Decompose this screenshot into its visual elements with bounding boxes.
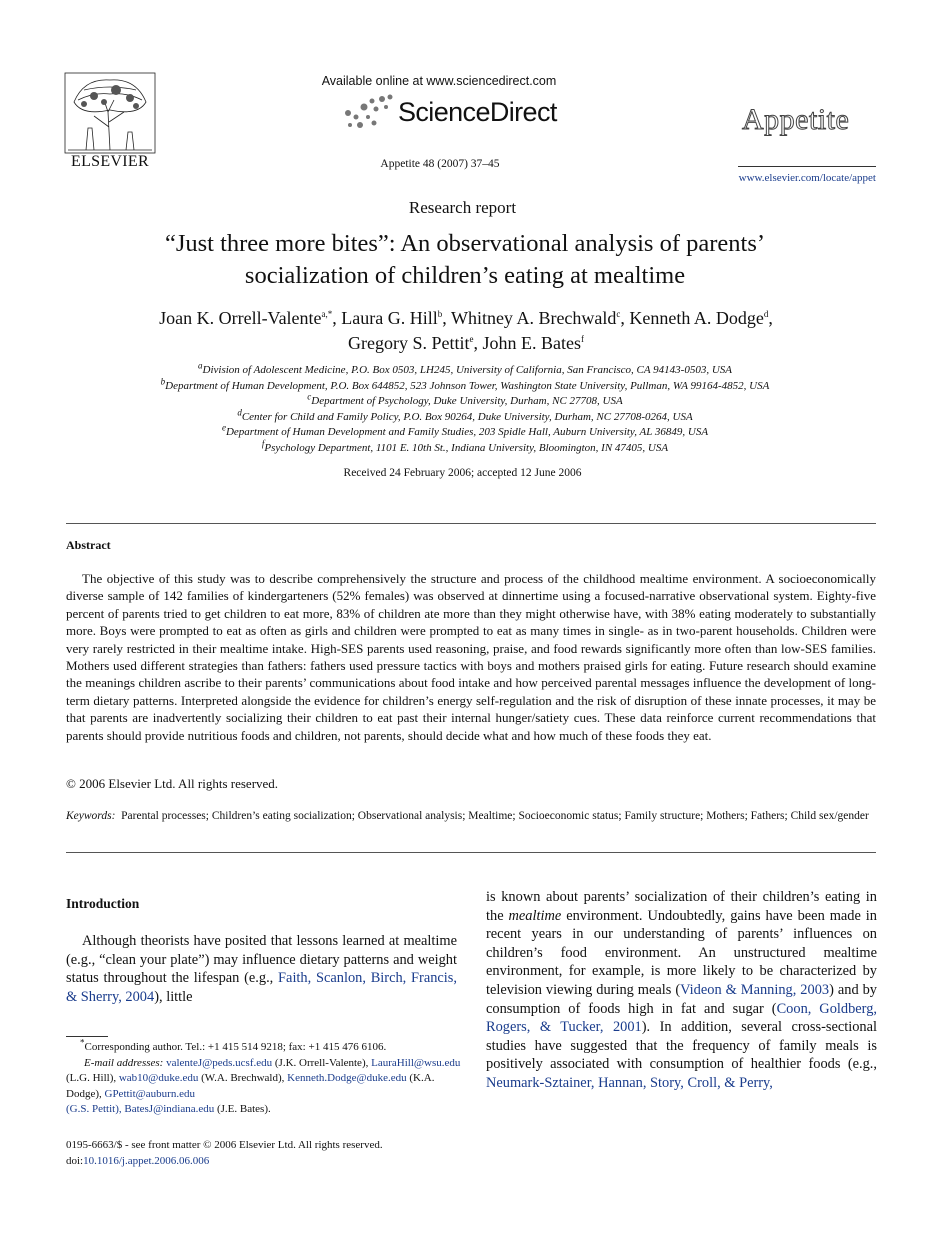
author-name: John E. Bates xyxy=(482,333,581,353)
author-affil-marker: c xyxy=(616,309,621,319)
sciencedirect-wordmark: ScienceDirect xyxy=(398,97,557,127)
affiliation: $^e$Department of Human Development and Family Studies, 203 Spidle Hall, Auburn University, AL 36849, USA xyxy=(221,422,709,438)
citation-link[interactable]: Neumark-Sztainer, Hannan, Story, Croll, & Perry, xyxy=(486,1074,773,1091)
affiliation: $^a$Division of Adolescent Medicine, P.O. Box 0503, LH245, University of California, San Francisco, CA 94143-0503, USA xyxy=(198,360,732,376)
footnote-rule xyxy=(66,1036,108,1037)
keywords xyxy=(66,808,876,824)
intro-column-2: is known about parents’ socialization of their children’s eating in the mealtime environment. Undoubtedly, gains have been made in recent years in our understanding of parents’ influences on children’s food environment. An unstructured mealtime environment, for example, is more likely to be characterized by television viewing during meals (Videon & Manning, 2003) and by consumption of foods high in fat and sugar (Coon, Goldberg, Rogers, & Tucker, 2001). In addition, several cross-sectional studies have suggested that the frequency of family meals is positively associated with consumption of healthier foods (e.g., Neumark-Sztainer, Hannan, Story, Croll, & Perry, xyxy=(486,889,878,1091)
author-affil-marker: f xyxy=(581,334,584,344)
affiliation: $^f$Psychology Department, 1101 E. 10th St., Indiana University, Bloomington, IN 47405, USA xyxy=(261,437,669,454)
article-type: Research report xyxy=(408,198,517,217)
author-name: Whitney A. Brechwald xyxy=(450,308,617,328)
elsevier-tree-logo xyxy=(64,72,156,154)
author-affil-marker: d xyxy=(763,309,769,319)
journal-url-link[interactable]: www.elsevier.com/locate/appet xyxy=(738,172,876,184)
keywords-list: Parental processes; Children’s eating socialization; Observational analysis; Mealtime; Socioeconomic status; Family structure; Mothers; Fathers; Child sex/gender xyxy=(121,810,869,822)
affiliations xyxy=(60,360,870,456)
doi-link[interactable]: 10.1016/j.appet.2006.06.006 xyxy=(83,1154,210,1167)
abstract-copyright: © 2006 Elsevier Ltd. All rights reserved. xyxy=(66,776,279,791)
article-title xyxy=(70,228,860,292)
citation-link[interactable]: Videon & Manning, 2003 xyxy=(680,981,830,998)
title-line-1: “Just three more bites”: An observational analysis of parents’ xyxy=(164,230,766,257)
abstract-top-rule xyxy=(66,523,876,524)
journal-logo: Appetite xyxy=(742,103,850,136)
sciencedirect-dots-icon xyxy=(338,93,396,131)
email-link[interactable]: LauraHill@wsu.edu xyxy=(371,1056,461,1069)
email-link[interactable]: GPettit@auburn.edu xyxy=(104,1087,195,1100)
available-online: Available online at www.sciencedirect.com xyxy=(321,74,557,88)
journal-citation: Appetite 48 (2007) 37–45 xyxy=(380,158,500,170)
abstract-text: The objective of this study was to describe comprehensively the structure and process of the childhood mealtime environment. A socioeconomically diverse sample of 142 families of kindergarteners (52% females) was observed at dinnertime using a focused-narrative observational system. Eighty-five percent of parents tried to get children to eat more, 83% of children ate more than they might otherwise have, with 38% eating moderately to substantially more. Boys were prompted to eat as often as girls and children were prompted to eat as many times in single- as in two-parent households. Children were very rarely restricted in their mealtime intake. High-SES parents used reasoning, praise, and food rewards significantly more often than low-SES families. Mothers used different strategies than fathers: fathers used pressure tactics with boys and mothers praised girls for eating. Future research should examine the meanings children ascribe to their parents’ communications about food intake and how perceived parental messages influence the development of long-term dietary patterns. Interpreted alongside the evidence for children’s energy self-regulation and the risk of disruption of these innate processes, it may be that parents are inadvertently socializing their children to eat past their internal hunger/satiety cues. These data reinforce current recommendations that parents should provide nutritious foods and children, not parents, should decide what and how much of these foods they eat. xyxy=(66,571,876,743)
corresponding-author-footnote: *Corresponding author. Tel.: +1 415 514 9218; fax: +1 415 476 6106. E-mail addresses: valenteJ@peds.ucsf.edu (J.K. Orrell-Valente), LauraHill@wsu.edu (L.G. Hill), wab10@duke.edu (W.A. Brechwald), Kenneth.Dodge@duke.edu (K.A. Dodge), GPettit@auburn.edu (G.S. Pettit), BatesJ@indiana.edu (J.E. Bates). xyxy=(66,1037,461,1115)
author-affil-marker: a,* xyxy=(321,309,333,319)
abstract-bottom-rule xyxy=(66,852,876,853)
received-dates: Received 24 February 2006; accepted 12 June 2006 xyxy=(343,467,582,479)
author-line-2: Gregory S. Pettit$^e$, John E. Bates$^f$ xyxy=(348,333,584,353)
doi-line: doi:10.1016/j.appet.2006.06.006 xyxy=(66,1154,210,1167)
section-heading-introduction: Introduction xyxy=(66,896,140,911)
author-list xyxy=(66,306,866,356)
author-name: Joan K. Orrell-Valente xyxy=(159,308,322,328)
email-link[interactable]: Kenneth.Dodge@duke.edu xyxy=(287,1072,407,1084)
author-affil-marker: e xyxy=(469,334,474,344)
issn-line: 0195-6663/$ - see front matter © 2006 Elsevier Ltd. All rights reserved. xyxy=(66,1139,383,1151)
affiliation: $^b$Department of Human Development, P.O. Box 644852, 523 Johnson Tower, Washington State University, Pullman, WA 99164-4852, USA xyxy=(160,375,770,392)
citation-link[interactable]: Coon, Goldberg, Rogers, & Tucker, 2001 xyxy=(486,1000,877,1036)
email-link[interactable]: valenteJ@peds.ucsf.edu xyxy=(166,1056,273,1069)
affiliation: $^c$Department of Psychology, Duke University, Durham, NC 27708, USA xyxy=(307,391,623,407)
keywords-label: Keywords: xyxy=(66,810,116,822)
author-name: Laura G. Hill xyxy=(341,308,438,328)
affiliation: $^d$Center for Child and Family Policy, P.O. Box 90264, Duke University, Durham, NC 27708-0264, USA xyxy=(237,406,693,423)
author-name: Gregory S. Pettit xyxy=(348,333,470,353)
author-line-1: Joan K. Orrell-Valente$^{a,*}$, Laura G. Hill$^b$, Whitney A. Brechwald$^c$, Kenneth A. Dodge$^d$, xyxy=(159,308,773,328)
email-label: E-mail addresses: xyxy=(84,1056,164,1069)
title-line-2: socialization of children’s eating at mealtime xyxy=(244,262,686,289)
author-name: Kenneth A. Dodge xyxy=(629,308,764,328)
abstract-body xyxy=(66,570,876,744)
front-matter xyxy=(66,1138,466,1169)
journal-divider xyxy=(738,166,876,167)
citation-link[interactable]: Faith, Scanlon, Birch, Francis, & Sherry, 2004 xyxy=(66,970,457,1005)
intro-column-1: Although theorists have posited that lessons learned at mealtime (e.g., “clean your plate”) may influence dietary patterns and weight status throughout the lifespan (e.g., Faith, Scanlon, Birch, Francis, & Sherry, 2004), little xyxy=(66,933,457,1005)
abstract-heading: Abstract xyxy=(66,538,111,552)
publisher-name: ELSEVIER xyxy=(71,153,149,170)
email-link[interactable]: wab10@duke.edu xyxy=(118,1072,199,1084)
author-affil-marker: b xyxy=(437,309,443,319)
email-link[interactable]: (G.S. Pettit), BatesJ@indiana.edu xyxy=(66,1103,215,1115)
